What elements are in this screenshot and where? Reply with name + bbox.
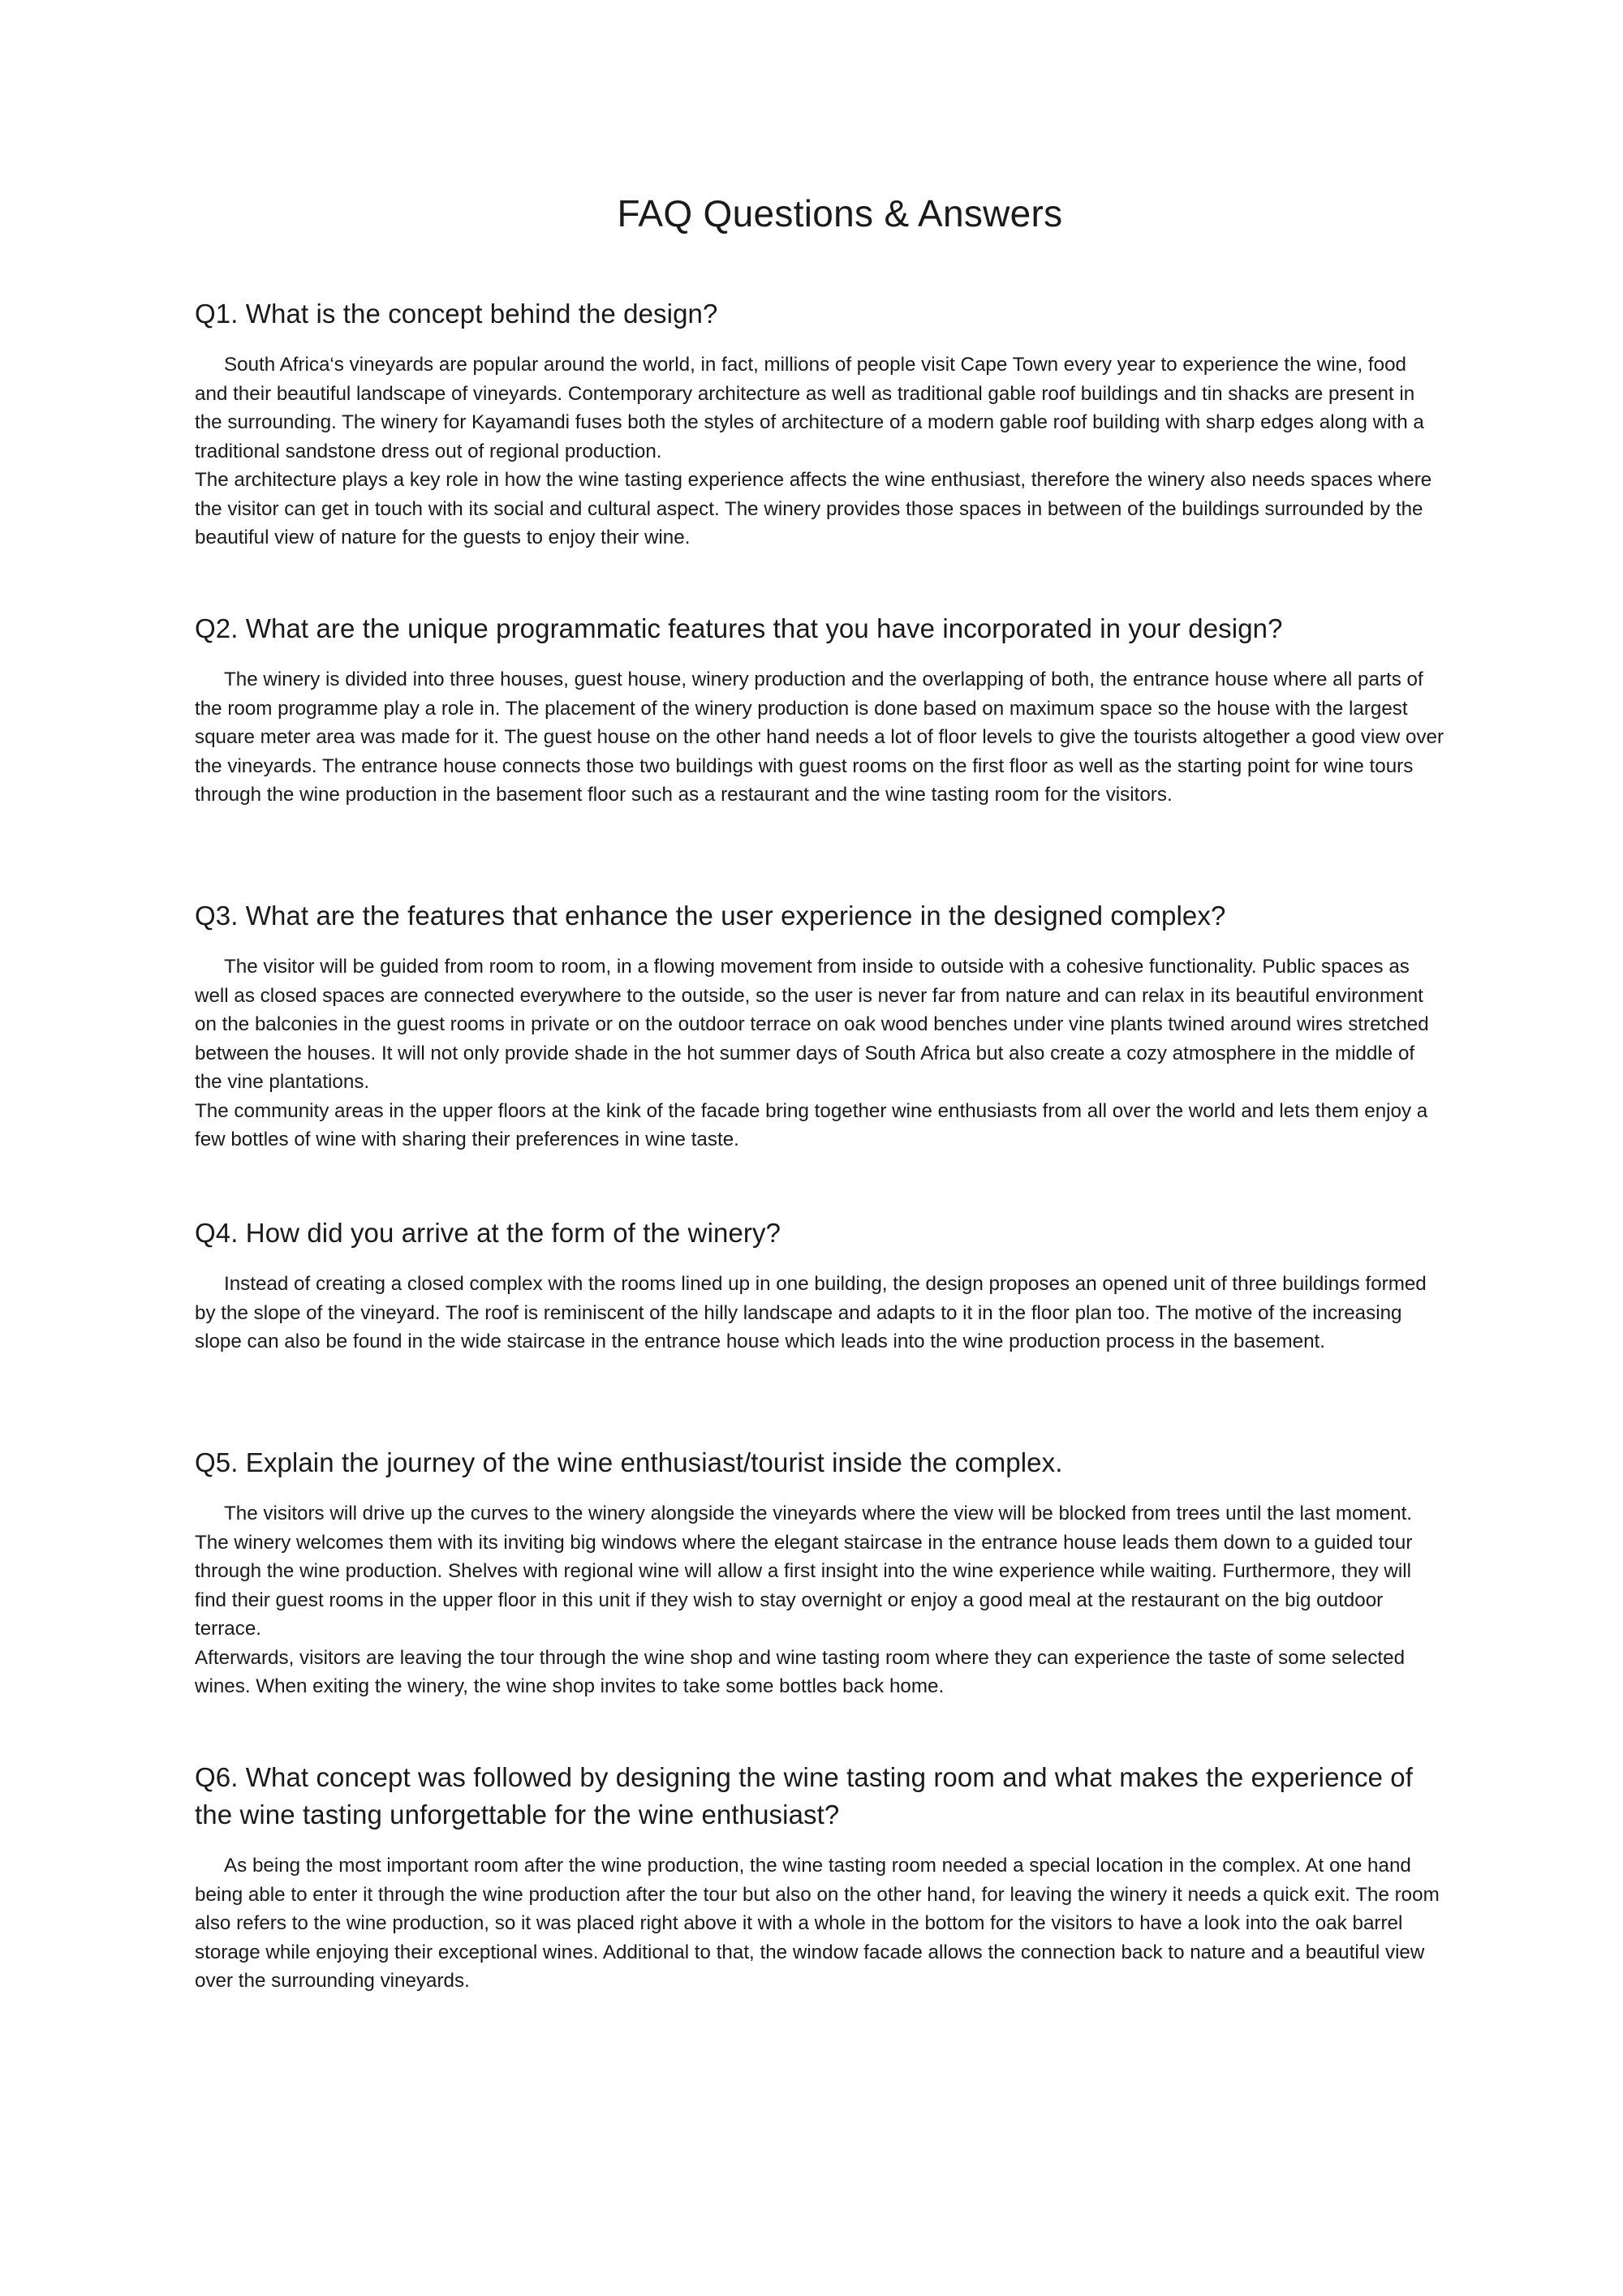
faq-item-2 [195, 610, 1444, 810]
faq-item-5 [195, 1444, 1444, 1701]
faq-item-3 [195, 897, 1444, 1154]
page-title: FAQ Questions & Answers [617, 192, 1063, 234]
answer-paragraph: The visitors will drive up the curves to the winery alongside the vineyards where the view will be blocked from trees until the last moment. The winery welcomes them with its inviting big windows where the elegant staircase in the entrance house leads them down to a guided tour through the wine production. Shelves with regional wine will allow a first insight into the wine experience while waiting. Furthermore, they will find their guest rooms in the upper floor in this unit if they wish to stay overnight or enjoy a good meal at the restaurant on the big outdoor terrace. [195, 1503, 1413, 1640]
answer-paragraph: The architecture plays a key role in how the wine tasting experience affects the wine enthusiast, therefore the winery also needs spaces where the visitor can get in touch with its social and cultural aspect. The winery provides those spaces in between of the buildings surrounded by the beautiful view of nature for the guests to enjoy their wine. [195, 469, 1432, 548]
faq-item-1 [195, 295, 1444, 553]
faq-item-6 [195, 1759, 1444, 1996]
faq-item-4 [195, 1215, 1444, 1357]
faq-question: Q4. How did you arrive at the form of the winery? [195, 1218, 781, 1248]
answer-paragraph: As being the most important room after the wine production, the wine tasting room needed a special location in the complex. At one hand being able to enter it through the wine production after the tour but also on the other hand, for leaving the winery it needs a quick exit. The room also refers to the wine production, so it was placed right above it with a whole in the bottom for the visitors to have a look into the oak barrel storage while enjoying their exceptional wines. Additional to that, the window facade allows the connection back to nature and a beautiful view over the surrounding vineyards. [195, 1855, 1440, 1992]
faq-question: Q1. What is the concept behind the design? [195, 299, 718, 329]
answer-paragraph: Instead of creating a closed complex with the rooms lined up in one building, the design proposes an opened unit of three buildings formed by the slope of the vineyard. The roof is reminiscent of the hilly landscape and adapts to it in the floor plan too. The motive of the increasing slope can also be found in the wide staircase in the entrance house which leads into the wine production process in the basement. [195, 1273, 1427, 1352]
faq-question: Q6. What concept was followed by designing the wine tasting room and what makes the experience of the wine tasting unforgettable for the wine enthusiast? [195, 1762, 1414, 1829]
answer-paragraph: Afterwards, visitors are leaving the tour through the wine shop and wine tasting room where they can experience the taste of some selected wines. When exiting the winery, the wine shop invites to take some bottles back home. [195, 1646, 1406, 1697]
faq-question: Q5. Explain the journey of the wine enthusiast/tourist inside the complex. [195, 1447, 1063, 1477]
faq-answer [195, 1851, 1444, 1996]
faq-answer [195, 350, 1444, 553]
answer-paragraph: South Africa‘s vineyards are popular around the world, in fact, millions of people visit Cape Town every year to experience the wine, food and their beautiful landscape of vineyards. Contemporary architecture as well as traditional gable roof buildings and tin shacks are present in the surrounding. The winery for Kayamandi fuses both the styles of architecture of a modern gable roof building with sharp edges along with a traditional sandstone dress out of regional production. [195, 354, 1424, 462]
faq-answer [195, 952, 1444, 1154]
answer-paragraph: The community areas in the upper floors at the kink of the facade bring together wine enthusiasts from all over the world and lets them enjoy a few bottles of wine with sharing their preferences in wine taste. [195, 1099, 1428, 1150]
faq-answer [195, 1270, 1444, 1357]
faq-answer [195, 665, 1444, 810]
faq-question: Q3. What are the features that enhance the user experience in the designed complex? [195, 901, 1226, 931]
answer-paragraph: The winery is divided into three houses, guest house, winery production and the overlapping of both, the entrance house where all parts of the room programme play a role in. The placement of the winery production is done based on maximum space so the house with the largest square meter area was made for it. The guest house on the other hand needs a lot of floor levels to give the tourists altogether a good view over the vineyards. The entrance house connects those two buildings with guest rooms on the first floor as well as the starting point for wine tours through the wine production in the basement floor such as a restaurant and the wine tasting room for the visitors. [195, 669, 1444, 806]
answer-paragraph: The visitor will be guided from room to room, in a flowing movement from inside to outside with a cohesive functionality. Public spaces as well as closed spaces are connected everywhere to the outside, so the user is never far from nature and can relax in its beautiful environment on the balconies in the guest rooms in private or on the outdoor terrace on oak wood benches under vine plants twined around wires stretched between the houses. It will not only provide shade in the hot summer days of South Africa but also create a cozy atmosphere in the middle of the vine plantations. [195, 956, 1429, 1093]
faq-question: Q2. What are the unique programmatic features that you have incorporated in your design? [195, 613, 1283, 643]
faq-answer [195, 1499, 1444, 1701]
